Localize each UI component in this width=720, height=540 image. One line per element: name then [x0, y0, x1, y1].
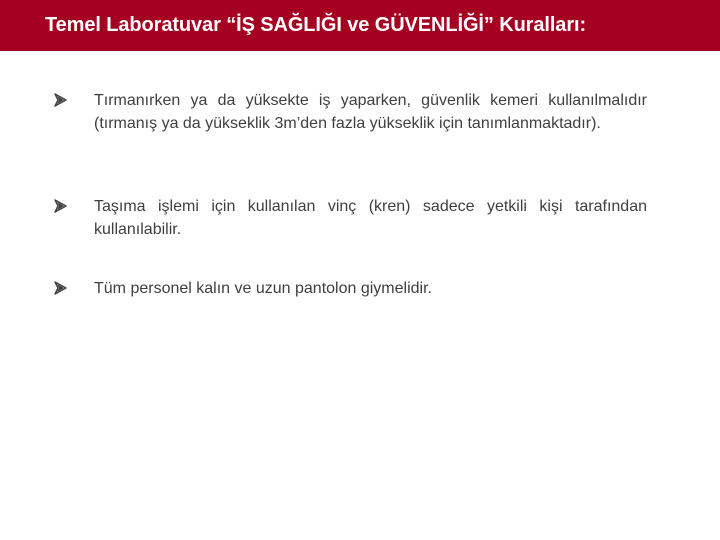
arrowhead-bullet-icon	[54, 278, 68, 298]
bullet-text: Tüm personel kalın ve uzun pantolon giymelidir.	[94, 280, 432, 297]
arrowhead-bullet-icon	[54, 196, 68, 216]
bullet-text: Taşıma işlemi için kullanılan vinç (kren) sadece yetkili kişi tarafından kullanılabilir.	[94, 198, 647, 238]
arrowhead-bullet-icon	[54, 90, 68, 110]
slide-title-bar	[0, 0, 720, 51]
slide-title: Temel Laboratuvar “İŞ SAĞLIĞI ve GÜVENLİĞİ” Kuralları:	[45, 14, 587, 36]
bullet-text: Tırmanırken ya da yüksekte iş yaparken, güvenlik kemeri kullanılmalıdır (tırmanış ya da yükseklik 3m’den fazla yükseklik için tanımlanmaktadır).	[94, 92, 647, 132]
